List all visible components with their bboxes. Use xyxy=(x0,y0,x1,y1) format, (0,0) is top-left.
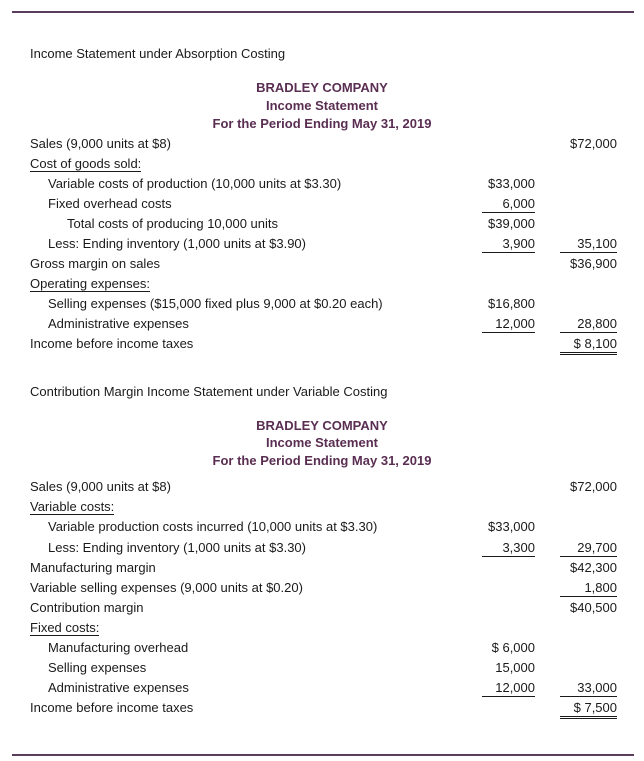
row-amount: 3,900 xyxy=(482,236,535,253)
absorption-company-name: BRADLEY COMPANY xyxy=(256,80,388,95)
row-total: 28,800 xyxy=(560,316,617,333)
variable-row-selling-expenses xyxy=(0,660,644,678)
row-amount: $33,000 xyxy=(488,519,535,534)
row-amount: 12,000 xyxy=(482,680,535,697)
row-label: Operating expenses: xyxy=(30,276,150,291)
row-label: Gross margin on sales xyxy=(30,256,161,271)
row-total: $ 8,100 xyxy=(560,336,617,355)
row-label: Less: Ending inventory (1,000 units at $3.30) xyxy=(48,540,306,555)
row-total: $ 7,500 xyxy=(560,700,617,719)
row-amount: $33,000 xyxy=(488,176,535,191)
absorption-section-title: Income Statement under Absorption Costing xyxy=(30,46,286,61)
row-label: Sales (9,000 units at $8) xyxy=(30,479,171,494)
absorption-statement-name: Income Statement xyxy=(266,98,378,113)
row-label: Total costs of producing 10,000 units xyxy=(67,216,279,231)
variable-row-income xyxy=(0,700,644,718)
row-label: Variable selling expenses (9,000 units at $0.20) xyxy=(30,580,303,595)
absorption-period: For the Period Ending May 31, 2019 xyxy=(212,116,432,131)
row-label: Selling expenses xyxy=(48,660,147,675)
absorption-row-gross-margin xyxy=(0,256,644,274)
row-total: $42,300 xyxy=(570,560,617,575)
variable-row-contribution-margin xyxy=(0,600,644,618)
row-label: Sales (9,000 units at $8) xyxy=(30,136,171,151)
row-label: Cost of goods sold: xyxy=(30,156,142,171)
absorption-row-variable-costs xyxy=(0,176,644,194)
row-label: Fixed overhead costs xyxy=(48,196,172,211)
row-label: Income before income taxes xyxy=(30,700,194,715)
row-label: Contribution margin xyxy=(30,600,144,615)
variable-statement-name: Income Statement xyxy=(266,435,378,450)
absorption-row-operating-expenses xyxy=(0,276,644,294)
variable-row-manufacturing-overhead xyxy=(0,640,644,658)
variable-row-variable-costs xyxy=(0,499,644,517)
variable-row-admin-expenses xyxy=(0,680,644,698)
row-label: Variable costs of production (10,000 units at $3.30) xyxy=(48,176,342,191)
top-border-rule xyxy=(12,11,634,13)
row-label: Variable production costs incurred (10,000 units at $3.30) xyxy=(48,519,378,534)
variable-company-name: BRADLEY COMPANY xyxy=(256,418,388,433)
row-total: $72,000 xyxy=(570,136,617,151)
row-label: Manufacturing margin xyxy=(30,560,156,575)
absorption-row-sales xyxy=(0,136,644,154)
variable-row-variable-selling xyxy=(0,580,644,598)
row-total: $72,000 xyxy=(570,479,617,494)
variable-row-manufacturing-margin xyxy=(0,560,644,578)
row-amount: 6,000 xyxy=(482,196,535,213)
row-label: Fixed costs: xyxy=(30,620,100,635)
absorption-row-selling-expenses xyxy=(0,296,644,314)
row-amount: 15,000 xyxy=(495,660,535,675)
row-total: 29,700 xyxy=(560,540,617,557)
row-label: Selling expenses ($15,000 fixed plus 9,000 at $0.20 each) xyxy=(48,296,383,311)
variable-row-fixed-costs xyxy=(0,620,644,638)
row-label: Variable costs: xyxy=(30,499,115,514)
variable-row-production-costs xyxy=(0,519,644,537)
variable-row-sales xyxy=(0,479,644,497)
row-amount: $16,800 xyxy=(488,296,535,311)
row-total: 33,000 xyxy=(560,680,617,697)
row-label: Administrative expenses xyxy=(48,680,189,695)
row-amount: $ 6,000 xyxy=(491,640,535,655)
absorption-row-ending-inventory xyxy=(0,236,644,254)
row-total: $40,500 xyxy=(570,600,617,615)
variable-section-title: Contribution Margin Income Statement under Variable Costing xyxy=(30,384,388,399)
absorption-row-cogs xyxy=(0,156,644,174)
variable-period: For the Period Ending May 31, 2019 xyxy=(212,453,432,468)
row-total: 35,100 xyxy=(560,236,617,253)
row-label: Less: Ending inventory (1,000 units at $3.90) xyxy=(48,236,306,251)
row-label: Income before income taxes xyxy=(30,336,194,351)
row-label: Manufacturing overhead xyxy=(48,640,189,655)
row-amount: $39,000 xyxy=(488,216,535,231)
absorption-row-total-costs xyxy=(0,216,644,234)
row-label: Administrative expenses xyxy=(48,316,189,331)
row-total: $36,900 xyxy=(570,256,617,271)
row-amount: 3,300 xyxy=(482,540,535,557)
absorption-row-income xyxy=(0,336,644,354)
absorption-row-fixed-overhead xyxy=(0,196,644,214)
row-total: 1,800 xyxy=(560,580,617,597)
row-amount: 12,000 xyxy=(482,316,535,333)
bottom-border-rule xyxy=(12,754,634,756)
variable-row-ending-inventory xyxy=(0,540,644,558)
absorption-row-admin-expenses xyxy=(0,316,644,334)
